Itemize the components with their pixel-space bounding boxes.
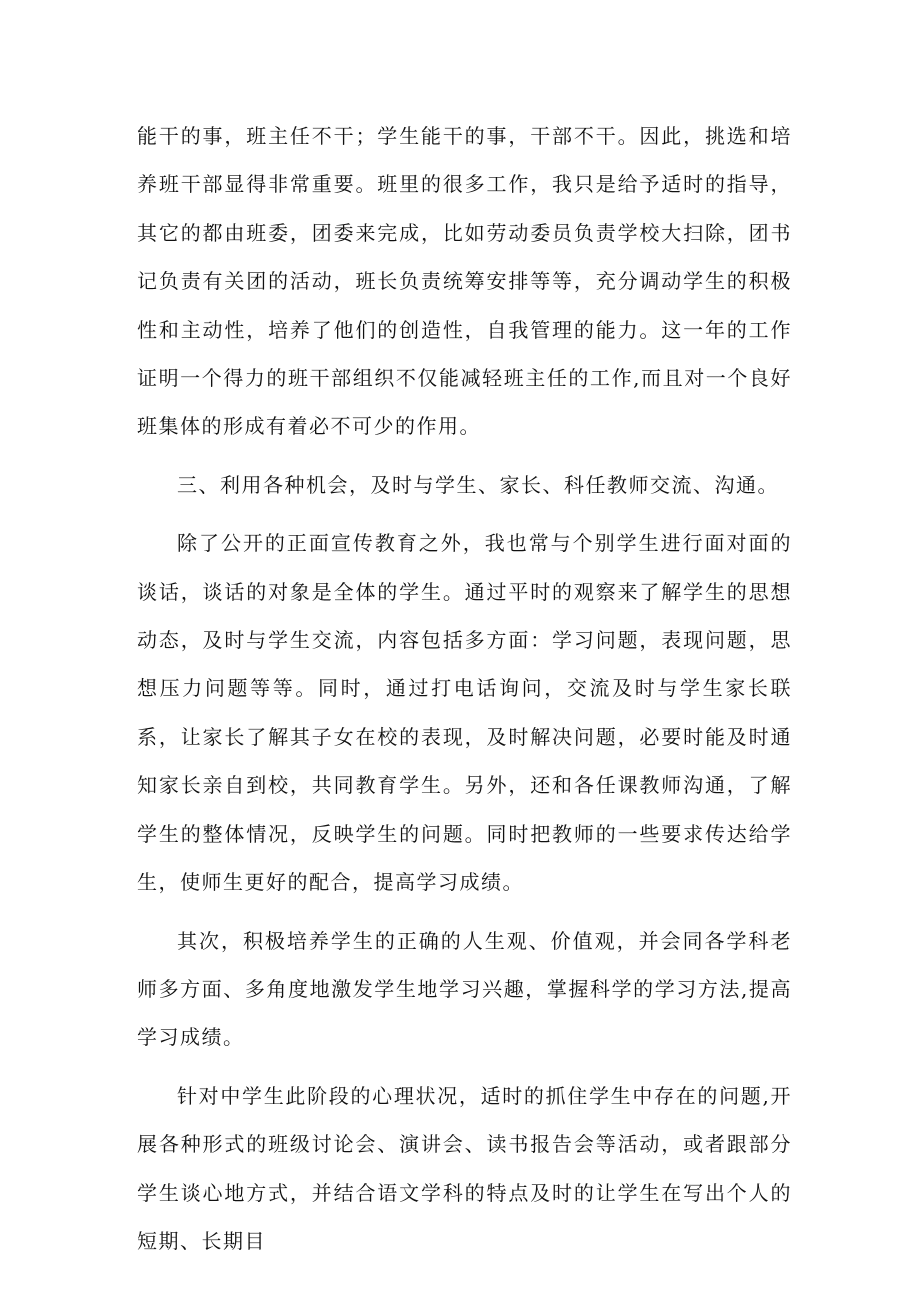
section-heading: 三、利用各种机会，及时与学生、家长、科任教师交流、沟通。	[177, 472, 779, 497]
paragraph: 除了公开的正面宣传教育之外，我也常与个别学生进行面对面的谈话，谈话的对象是全体的学生。通过平时的观察来了解学生的思想动态，及时与学生交流，内容包括多方面：学习问题，表现问题，思想压力问题等等。同时，通过打电话询问，交流及时与学生家长联系，让家长了解其子女在校的表现，及时解决问题，必要时能及时通知家长亲自到校，共同教育学生。另外，还和各任课教师沟通，了解学生的整体情况，反映学生的问题。同时把教师的一些要求传达给学生，使师生更好的配合，提高学习成绩。	[137, 531, 792, 895]
paragraph: 其次，积极培养学生的正确的人生观、价值观，并会同各学科老师多方面、多角度地激发学生地学习兴趣，掌握科学的学习方法,提高学习成绩。	[137, 928, 792, 1050]
paragraph-continued: 能干的事，班主任不干；学生能干的事，干部不干。因此，挑选和培养班干部显得非常重要。班里的很多工作，我只是给予适时的指导，其它的都由班委，团委来完成，比如劳动委员负责学校大扫除，团书记负责有关团的活动，班长负责统筹安排等等，充分调动学生的积极性和主动性，培养了他们的创造性，自我管理的能力。这一年的工作证明一个得力的班干部组织不仅能减轻班主任的工作,而且对一个良好班集体的形成有着必不可少的作用。	[137, 124, 792, 439]
document-body	[137, 112, 792, 1265]
paragraph: 针对中学生此阶段的心理状况，适时的抓住学生中存在的问题,开展各种形式的班级讨论会、演讲会、读书报告会等活动，或者跟部分学生谈心地方式，并结合语文学科的特点及时的让学生在写出个人的短期、长期目	[137, 1083, 792, 1253]
